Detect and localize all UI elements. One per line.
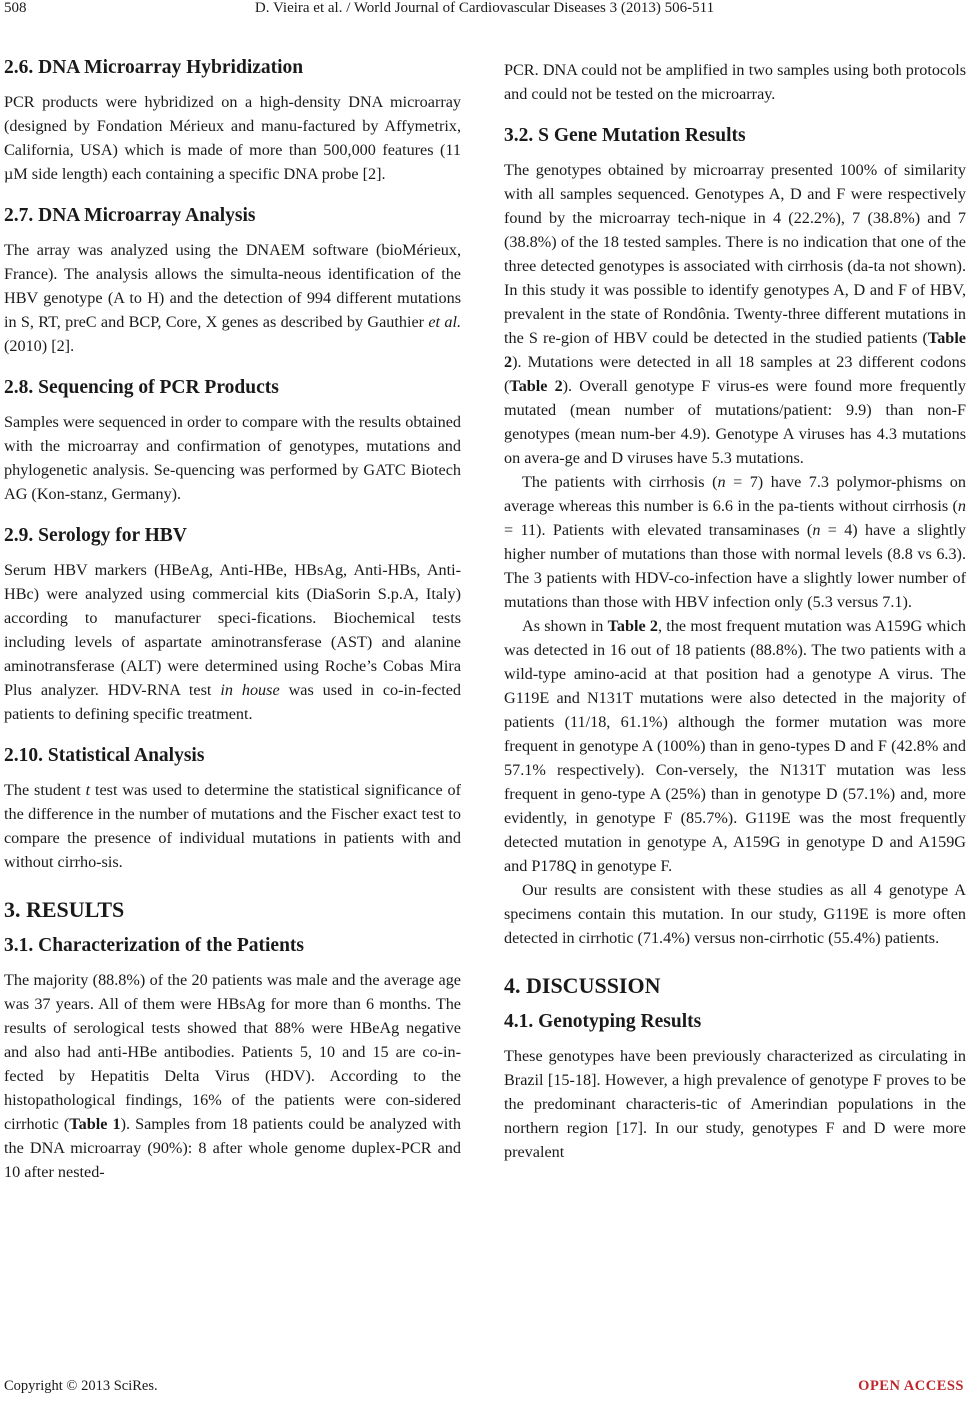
section-3-2-paragraph-3: As shown in Table 2, the most frequent mutation was A159G which was detected in 16 out of 18 patients (88.8%). The two patients with a wild-type amino-acid at that position had a genotype A virus. The G119E and N131T mutations were also detected in the majority of patients (11/18, 61.1%) although the former mutation was more frequent in genotype A (100%) than in geno-types D and F (42.8% and 57.1% respectively). Con-versely, the N131T mutation was less frequent in geno-type A (25%) than in genotype D (57.1%) and, more evidently, in genotype F (85.7%). G119E was the most frequently detected mutation in genotype A, A159G in genotype D and A159G and P178Q in genotype F.	[504, 617, 966, 875]
section-4-title: 4. DISCUSSION	[504, 973, 661, 998]
section-2-8-paragraph: Samples were sequenced in order to compare with the results obtained with the microarray and confirmation of genotypes, mutations and phylogenetic analysis. Se-quencing was performed by GATC Biotech AG (Kon-stanz, Germany).	[4, 413, 461, 503]
section-2-6-paragraph: PCR products were hybridized on a high-density DNA microarray (designed by Fondation Mérieux and manu-factured by Affymetrix, California, USA) which is made of more than 500,000 features (11 µM side length) each containing a specific DNA probe [2].	[4, 93, 461, 183]
page-footer	[4, 1378, 964, 1402]
table-1-reference: Table 1	[69, 1115, 121, 1133]
section-3-title: 3. RESULTS	[4, 897, 125, 922]
section-2-7-title: 2.7. DNA Microarray Analysis	[4, 205, 256, 226]
left-column	[4, 56, 461, 1184]
section-2-9-paragraph: Serum HBV markers (HBeAg, Anti-HBe, HBsAg, Anti-HBs, Anti-HBc) were analyzed using commercial kits (DiaSorin S.p.A, Italy) according to manufacturer speci-fications. Biochemical tests including levels of aspartate aminotransferase (AST) and alanine aminotransferase (ALT) were determined using Roche’s Cobas Mira Plus analyzer. HDV-RNA test in house was used in co-in-fected patients to defining specific treatment.	[4, 561, 462, 723]
section-3-2-paragraph-4: Our results are consistent with these studies as all 4 genotype A specimens contain this mutation. In our study, G119E is more often detected in cirrhotic (71.4%) versus non-cirrhotic (55.4%) patients.	[504, 881, 966, 947]
section-2-10-title: 2.10. Statistical Analysis	[4, 745, 205, 766]
section-2-9-title: 2.9. Serology for HBV	[4, 525, 187, 546]
section-2-8-title: 2.8. Sequencing of PCR Products	[4, 377, 279, 398]
continued-paragraph: PCR. DNA could not be amplified in two samples using both protocols and could not be tested on the microarray.	[504, 61, 966, 103]
section-3-2-paragraph-1: The genotypes obtained by microarray presented 100% of similarity with all samples sequenced. Genotypes A, D and F were respectively found by the microarray tech-nique in 4 (22.2%), 7 (38.8%) and 7 (38.8%) of the 18 tested samples. There is no indication that one of the three detected genotypes is associated with cirrhosis (da-ta not shown). In this study it was possible to identify genotypes A, D and F of HBV, prevalent in the state of Rondônia. Twenty-three different mutations in the S re-gion of HBV could be detected in the studied patients (Table 2). Mutations were detected in all 18 samples at 23 different codons (Table 2). Overall genotype F virus-es were found more frequently mutated (mean number of mutations/patient: 9.9) than non-F genotypes (mean num-ber 4.9). Genotype A viruses has 4.3 mutations on avera-ge and D viruses have 5.3 mutations.	[504, 161, 966, 467]
section-3-2-title: 3.2. S Gene Mutation Results	[504, 125, 746, 146]
section-3-2-paragraph-2: The patients with cirrhosis (n = 7) have 7.3 polymor-phisms on average whereas this number is 6.6 in the pa-tients without cirrhosis (n = 11). Patients with elevated transaminases (n = 4) have a slightly higher number of mutations than those with normal levels (8.8 vs 6.3). The 3 patients with HDV-co-infection have a slightly lower number of mutations than those with HBV infection only (5.3 versus 7.1).	[504, 473, 966, 611]
section-4-1-title: 4.1. Genotyping Results	[504, 1011, 702, 1032]
section-2-10-paragraph: The student t test was used to determine the statistical significance of the difference in the number of mutations and the Fischer exact test to compare the presence of individual mutations in patients with and without cirrho-sis.	[4, 781, 461, 871]
copyright-notice: Copyright © 2013 SciRes.	[4, 1378, 158, 1394]
section-4-1-paragraph: These genotypes have been previously characterized as circulating in Brazil [15-18]. However, a high prevalence of genotype F proves to be the predominant characteris-tic of Amerindian populations in the northern region [17]. In our study, genotypes F and D were more prevalent	[504, 1047, 966, 1161]
right-column	[504, 58, 966, 1164]
page-number: 508	[4, 0, 27, 16]
page-header	[0, 0, 969, 24]
table-2-reference: Table 2	[504, 329, 966, 371]
section-3-1-paragraph: The majority (88.8%) of the 20 patients was male and the average age was 37 years. All of them were HBsAg for more than 6 months. The results of serological tests showed that 88% were HBeAg negative and also had anti-HBe antibodies. Patients 5, 10 and 15 are co-in-fected by Hepatitis Delta Virus (HDV). According to the histopathological findings, 16% of the patients were con-sidered cirrhotic (Table 1). Samples from 18 patients could be analyzed with the DNA microarray (90%): 8 after whole genome duplex-PCR and 10 after nested-	[4, 971, 461, 1181]
table-2-reference: Table 2	[607, 617, 659, 635]
section-2-6-title: 2.6. DNA Microarray Hybridization	[4, 57, 304, 78]
open-access-badge: OPEN ACCESS	[858, 1378, 964, 1394]
table-2-reference: Table 2	[509, 377, 563, 395]
section-2-7-paragraph: The array was analyzed using the DNAEM software (bioMérieux, France). The analysis allows the simulta-neous identification of the HBV genotype (A to H) and the detection of 994 different mutations in S, RT, preC and BCP, Core, X genes as described by Gauthier et al. (2010) [2].	[4, 241, 461, 355]
running-head: D. Vieira et al. / World Journal of Cardiovascular Diseases 3 (2013) 506-511	[254, 0, 715, 16]
section-3-1-title: 3.1. Characterization of the Patients	[4, 935, 305, 956]
